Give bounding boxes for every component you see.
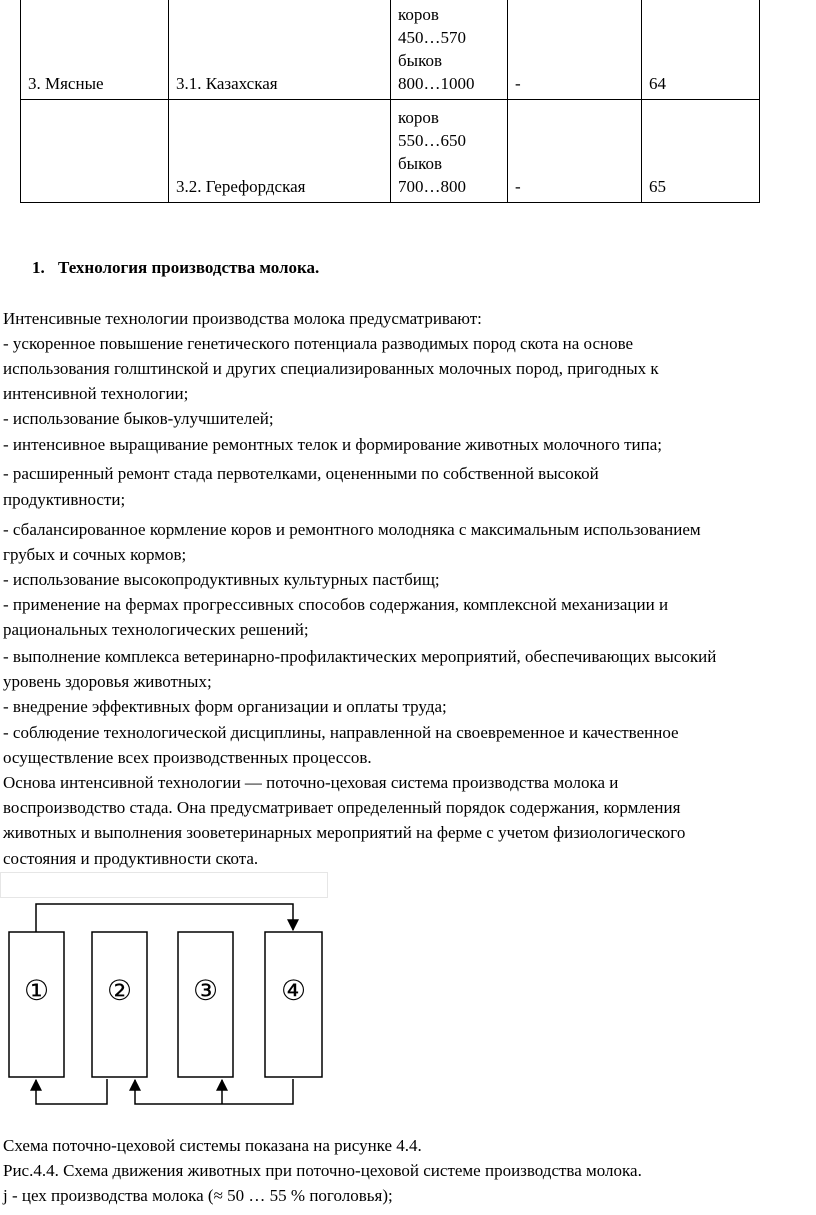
weight-line: 800…1000 [398,74,475,93]
weight-line: быков [398,154,442,173]
flow-diagram [0,890,340,1115]
text-line: интенсивной технологии; [3,384,189,403]
weight-line: 450…570 [398,28,466,47]
text-line: - внедрение эффективных форм организации и оплаты труда; [3,697,447,716]
breed-cell: 3.2. Герефордская [169,100,391,203]
weight-line: быков [398,51,442,70]
bottom-flow-arrow [36,1079,107,1104]
dash-cell: - [508,100,642,203]
value-cell: 65 [642,100,760,203]
section-heading [32,258,319,278]
text-line: воспроизводство стада. Она предусматривает определенный порядок содержания, кормления [3,798,681,817]
text-line: - соблюдение технологической дисциплины, направленной на своевременное и качественное [3,723,679,742]
text-line: - использование быков-улучшителей; [3,409,274,428]
weight-line: коров [398,5,439,24]
text-line: - выполнение комплекса ветеринарно-профилактических мероприятий, обеспечивающих высокий [3,647,717,666]
weight-line: 700…800 [398,177,466,196]
breed-cell: 3.1. Казахская [169,0,391,100]
weight-line: 550…650 [398,131,466,150]
text-line: уровень здоровья животных; [3,672,212,691]
caption-line: Схема поточно-цеховой системы показана на рисунке 4.4. [3,1136,422,1155]
text-line: - ускоренное повышение генетического потенциала разводимых пород скота на основе [3,334,634,353]
text-line: грубых и сочных кормов; [3,545,187,564]
caption-line: j - цех производства молока (≈ 50 … 55 % поголовья); [3,1186,393,1205]
weight-cell [391,0,508,100]
text-line: Интенсивные технологии производства молока предусматривают: [3,309,482,328]
group-cell: 3. Мясные [21,0,169,100]
text-line: рациональных технологических решений; [3,620,309,639]
block-label: ① [23,974,50,1007]
top-flow-arrow [36,904,293,932]
block-label: ② [106,974,133,1007]
value-cell: 64 [642,0,760,100]
caption-line: Рис.4.4. Схема движения животных при поточно-цеховой системе производства молока. [3,1161,642,1180]
text-line: использования голштинской и других специализированных молочных пород, пригодных к [3,359,659,378]
text-line: - сбалансированное кормление коров и ремонтного молодняка с максимальным использованием [3,520,701,539]
text-line: животных и выполнения зооветеринарных мероприятий на ферме с учетом физиологического [3,823,686,842]
section-number: 1. [32,258,45,277]
text-line: - интенсивное выращивание ремонтных телок и формирование животных молочного типа; [3,435,662,454]
text-line: - использование высокопродуктивных культурных пастбищ; [3,570,440,589]
text-line: Основа интенсивной технологии — поточно-цеховая система производства молока и [3,773,619,792]
weight-line: коров [398,108,439,127]
text-line: осуществление всех производственных процессов. [3,748,372,767]
table-row [21,100,760,203]
dash-cell: - [508,0,642,100]
section-title: Технология производства молока. [58,258,320,277]
group-cell [21,100,169,203]
table-row [21,0,760,100]
text-line: - применение на фермах прогрессивных способов содержания, комплексной механизации и [3,595,669,614]
text-line: продуктивности; [3,490,126,509]
block-label: ④ [280,974,307,1007]
text-line: - расширенный ремонт стада первотелками, оцененными по собственной высокой [3,464,599,483]
block-label: ③ [192,974,219,1007]
text-line: состояния и продуктивности скота. [3,849,259,868]
breed-table [20,0,760,203]
weight-cell [391,100,508,203]
bottom-flow-line [222,1079,293,1104]
bottom-flow-arrow [135,1080,222,1104]
